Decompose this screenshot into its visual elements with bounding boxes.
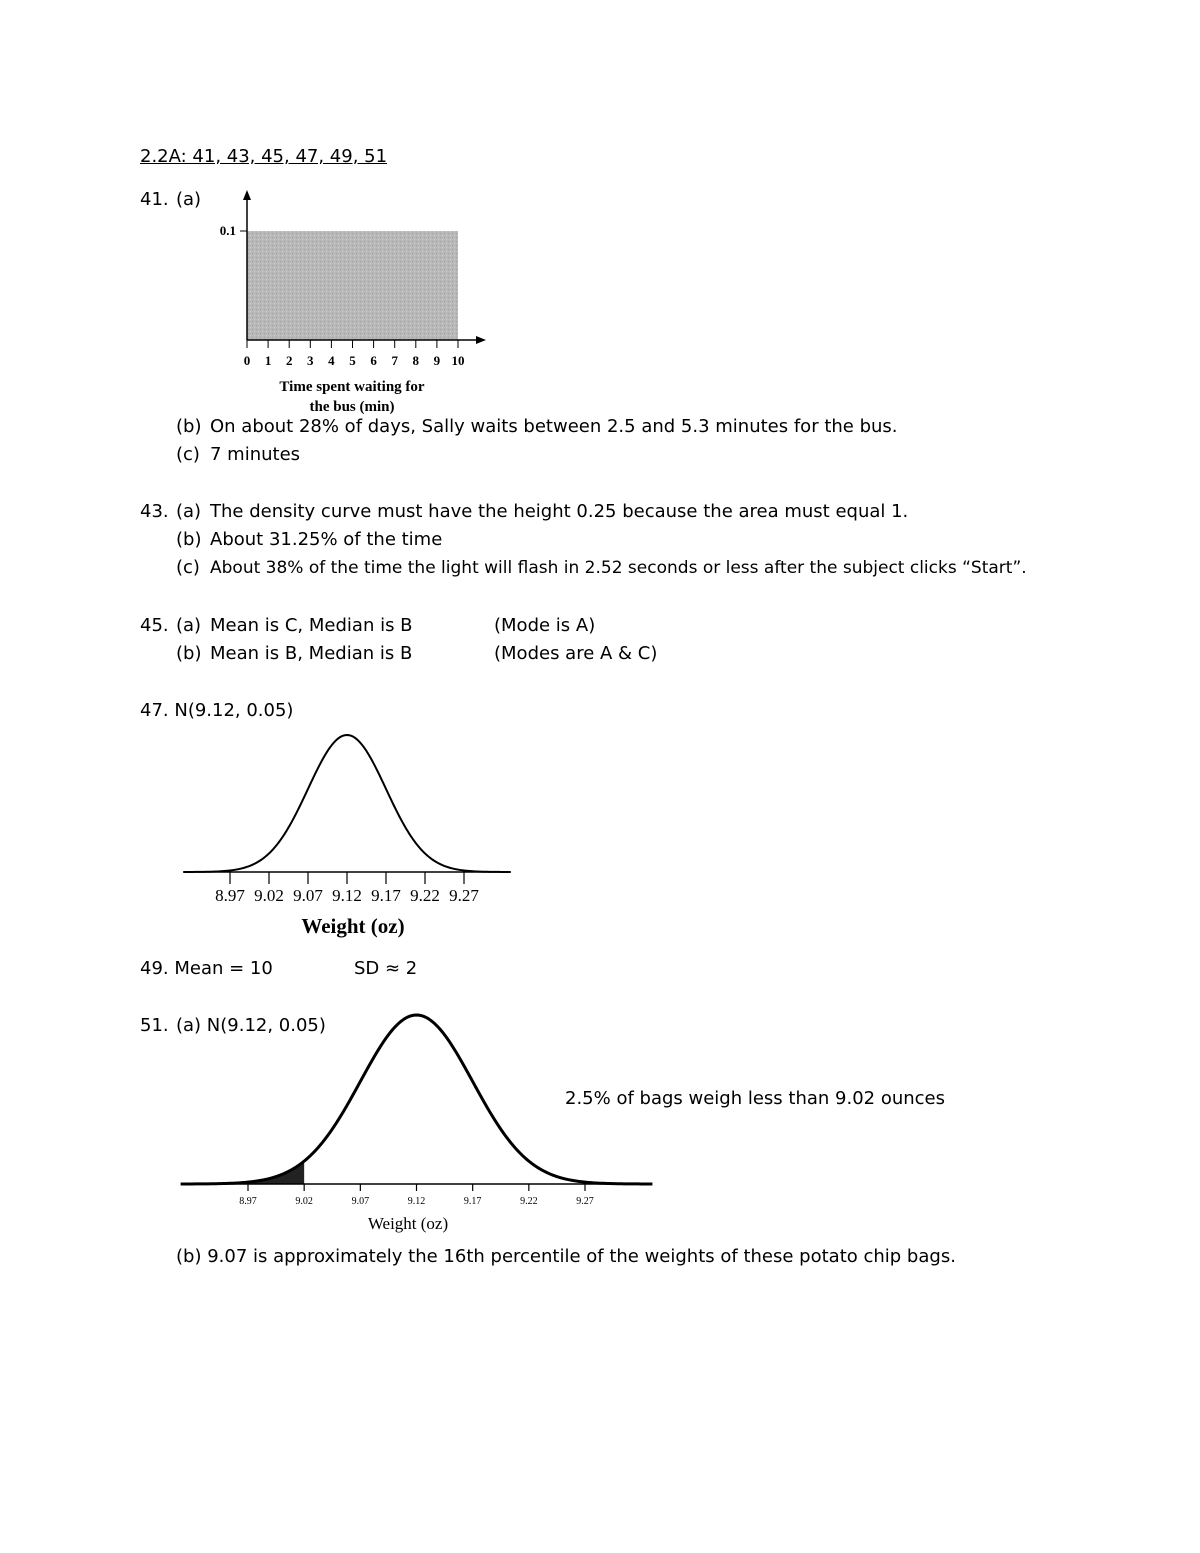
density-curve [183,735,511,872]
x-tick-label: 1 [264,353,272,368]
density-curve [181,1015,653,1184]
q41-part-a-label: (a) [176,189,202,210]
x-tick-label: 9.27 [576,1196,594,1207]
x-tick-label: 9.07 [293,886,323,905]
q49-sd: SD ≈ 2 [354,958,418,979]
q43-number: 43. [140,501,169,522]
x-tick-label: 9.22 [410,886,440,905]
x-tick-label: 8 [412,353,420,368]
y-axis-arrow [243,190,251,200]
x-axis-label-line1: Time spent waiting for [279,379,425,395]
q41-part-c-text: 7 minutes [210,444,301,465]
x-tick-label: 9.12 [407,1196,426,1207]
x-tick-label: 9.17 [463,1196,482,1207]
x-tick-label: 9.02 [295,1196,313,1207]
normal-curve-chart-51 [215,1005,620,1237]
normal-curve-chart-47 [185,725,515,940]
x-tick-label: 9.07 [351,1196,370,1207]
x-axis-label-line2: the bus (min) [309,399,395,415]
q45-part-a-text: Mean is C, Median is B [210,615,413,636]
x-tick-label: 9.12 [332,886,362,905]
q43-part-b-text: About 31.25% of the time [210,529,443,550]
x-tick-label: 9.22 [520,1196,538,1207]
x-tick-label: 3 [307,353,314,368]
x-tick-label: 9.02 [254,886,284,905]
x-tick-label: 8.97 [215,886,245,905]
q49-mean: 49. Mean = 10 [140,958,273,979]
q45-part-b-label: (b) [176,643,202,664]
q45-part-a-label: (a) [176,615,202,636]
q51-note: 2.5% of bags weigh less than 9.02 ounces [565,1088,946,1109]
q47-label: 47. N(9.12, 0.05) [140,700,294,721]
q51-number: 51. [140,1015,169,1036]
x-axis-label: Weight (oz) [301,914,405,938]
x-tick-label: 9.17 [371,886,401,905]
uniform-density-chart [200,185,500,420]
x-tick-label: 9.27 [449,886,479,905]
x-tick-label: 10 [451,353,465,368]
q43-part-a-text: The density curve must have the height 0.25 because the area must equal 1. [210,501,909,522]
x-tick-label: 7 [391,353,398,368]
q45-part-b-text: Mean is B, Median is B [210,643,413,664]
q41-part-c-label: (c) [176,444,200,465]
x-tick-label: 4 [328,353,335,368]
q43-part-a-label: (a) [176,501,202,522]
q41-part-b-label: (b) [176,416,202,437]
x-tick-label: 0 [243,353,251,368]
q43-part-c-label: (c) [176,557,200,578]
q45-part-b-note: (Modes are A & C) [494,643,658,664]
x-tick-label: 9 [433,353,441,368]
x-axis-arrow [476,336,486,344]
q45-number: 45. [140,615,169,636]
page-title: 2.2A: 41, 43, 45, 47, 49, 51 [140,146,388,167]
x-tick-label: 2 [285,353,293,368]
x-axis-label: Weight (oz) [367,1214,449,1233]
x-tick-label: 8.97 [239,1196,257,1207]
q43-part-b-label: (b) [176,529,202,550]
q41-part-b-text: On about 28% of days, Sally waits between 2.5 and 5.3 minutes for the bus. [210,416,898,437]
y-tick-label: 0.1 [219,223,236,238]
q43-part-c-text: About 38% of the time the light will flash in 2.52 seconds or less after the subject clicks “Start”. [210,558,1027,578]
q51-part-a: (a) N(9.12, 0.05) [176,1015,326,1036]
q41-number: 41. [140,189,169,210]
x-tick-label: 6 [370,353,377,368]
q51-part-b: (b) 9.07 is approximately the 16th percentile of the weights of these potato chip bags. [176,1246,956,1267]
density-area [247,231,458,340]
x-tick-label: 5 [349,353,356,368]
q45-part-a-note: (Mode is A) [494,615,596,636]
